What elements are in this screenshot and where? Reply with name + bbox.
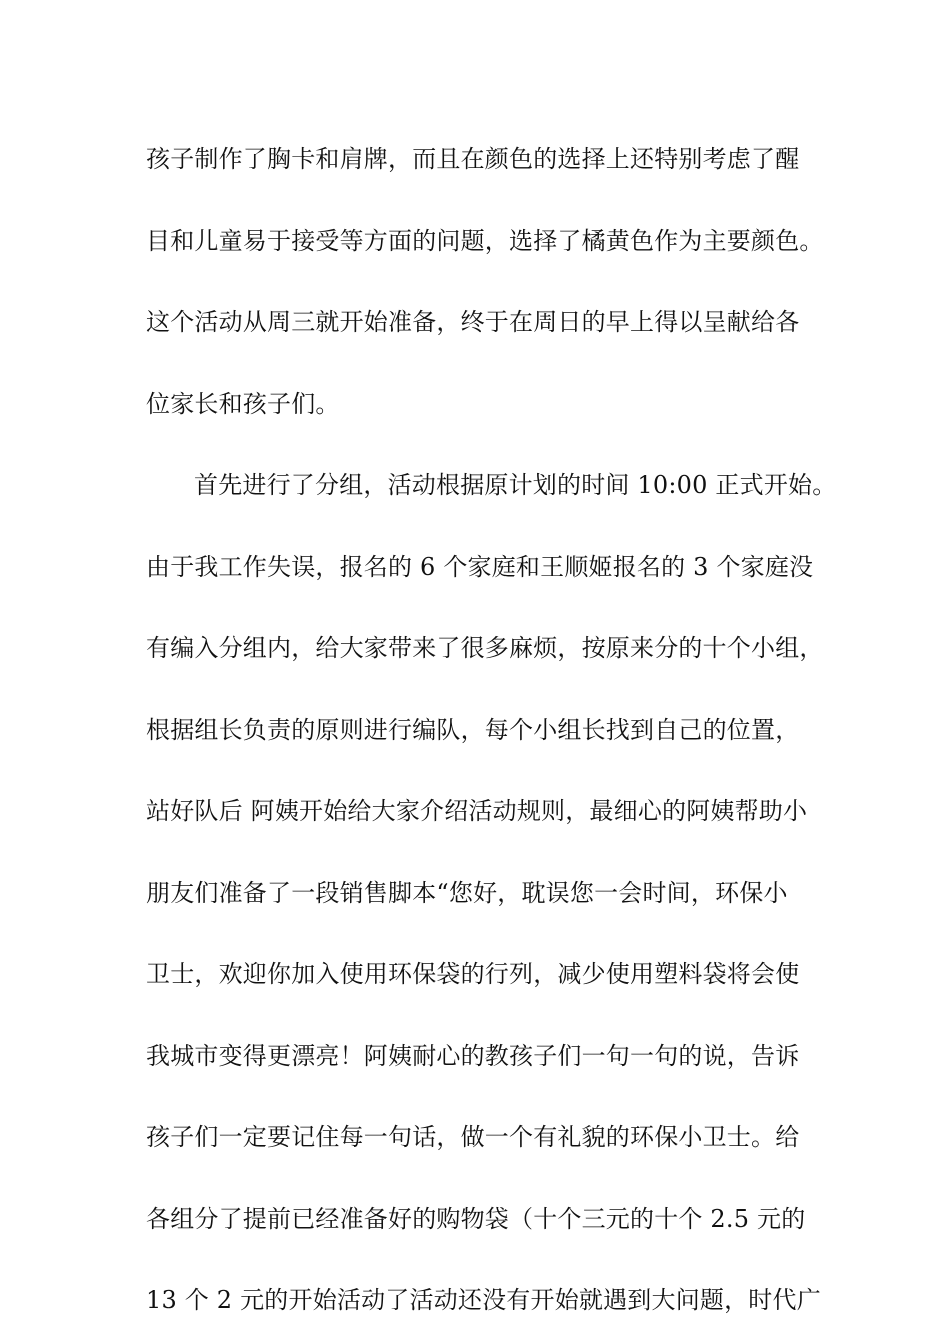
body-text bbox=[146, 132, 837, 1328]
text-line: 卫士，欢迎你加入使用环保袋的行列，减少使用塑料袋将会使 bbox=[146, 960, 800, 988]
paragraph-first-line: 首先进行了分组，活动根据原计划的时间 10:00 正式开始。 bbox=[194, 471, 837, 499]
text-line: 朋友们准备了一段销售脚本“您好，耽误您一会时间，环保小 bbox=[146, 878, 788, 907]
text-line: 由于我工作失误，报名的 6 个家庭和王顺姬报名的 3 个家庭没 bbox=[146, 552, 814, 581]
text-line: 我城市变得更漂亮！阿姨耐心的教孩子们一句一句的说，告诉 bbox=[146, 1041, 800, 1070]
text-line: 有编入分组内，给大家带来了很多麻烦，按原来分的十个小组， bbox=[146, 634, 824, 662]
text-line: 13 个 2 元的开始活动了活动还没有开始就遇到大问题，时代广 bbox=[146, 1286, 821, 1314]
text-line: 孩子制作了胸卡和肩牌，而且在颜色的选择上还特别考虑了醒 bbox=[146, 145, 800, 173]
text-line: 这个活动从周三就开始准备，终于在周日的早上得以呈献给各 bbox=[146, 308, 800, 336]
text-line: 根据组长负责的原则进行编队，每个小组长找到自己的位置， bbox=[146, 715, 800, 744]
text-line: 各组分了提前已经准备好的购物袋（十个三元的十个 2.5 元的 bbox=[146, 1204, 806, 1233]
text-line: 站好队后 阿姨开始给大家介绍活动规则，最细心的阿姨帮助小 bbox=[146, 797, 808, 825]
text-line: 孩子们一定要记住每一句话，做一个有礼貌的环保小卫士。给 bbox=[146, 1123, 800, 1151]
text-line: 目和儿童易于接受等方面的问题，选择了橘黄色作为主要颜色。 bbox=[146, 226, 824, 255]
text-line: 位家长和孩子们。 bbox=[146, 389, 340, 418]
